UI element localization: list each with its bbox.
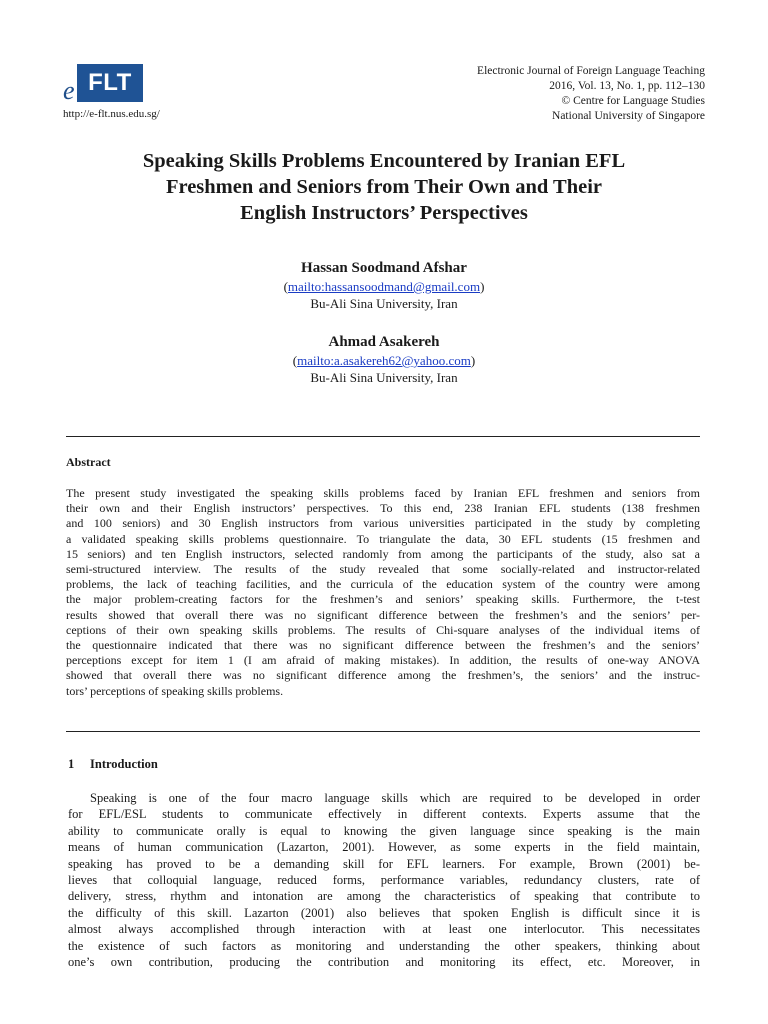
email-paren-open: ( [292,353,298,368]
journal-info [477,64,705,124]
body-line: almost always accomplished through interaction with at least one interlocutor. This necessitates [68,922,700,937]
journal-copyright: © Centre for Language Studies [561,95,705,107]
body-line: means of human communication (Lazarton, 2001). However, as some experts in the field maintain, [68,840,700,855]
body-line: one’s own contribution, producing the contribution and monitoring its effect, etc. Moreover, in [68,955,700,970]
email-paren-close: ) [480,279,485,294]
abstract-line: results showed that overall there was no significant difference between the freshmen’s and the seniors’ per- [66,607,700,622]
body-line: speaking has proved to be a demanding skill for EFL learners. For example, Brown (2001) be- [68,856,700,871]
introduction-body [68,790,700,970]
journal-institution: National University of Singapore [552,110,705,122]
body-line: Speaking is one of the four macro language skills which are required to be developed in order [90,791,700,805]
abstract-line: The present study investigated the speaking skills problems faced by Iranian EFL freshmen and seniors from [66,486,700,500]
author-email-line [63,278,705,295]
email-paren-close: ) [470,353,476,368]
divider [66,436,700,437]
abstract-line: showed that overall there was no significant difference among the freshmen’s, the seniors’ and the instruc- [66,668,700,683]
section-heading [68,757,158,772]
divider [66,731,700,732]
abstract-line: semi-structured interview. The results of the study revealed that some socially-related and instructor-related [66,562,700,577]
abstract-line: the questionnaire indicated that there was no significant difference between the freshmen’s and the seniors’ [66,638,700,653]
journal-logo [63,64,143,104]
paper-title [63,148,705,226]
title-line: Freshmen and Seniors from Their Own and Their [165,176,603,198]
abstract-heading: Abstract [66,455,111,469]
email-paren-open: ( [283,279,288,294]
abstract-body [66,486,700,699]
abstract-line: the major problem-creating factors for the freshmen’s and seniors’ speaking skills. Furthermore, the t-test [66,592,700,607]
journal-name: Electronic Journal of Foreign Language Teaching [477,65,705,77]
abstract-line: perceptions except for item 1 (I am afraid of making mistakes). In addition, the results of one-way ANOVA [66,653,700,668]
abstract-line: 15 seniors) and ten English instructors, selected randomly from among the participants of the study, also sat a [66,546,700,561]
author-email-line [63,352,705,369]
section-title: Introduction [90,757,158,771]
logo-box: FLT [77,64,143,102]
author-affiliation: Bu-Ali Sina University, Iran [310,296,458,311]
title-line: Speaking Skills Problems Encountered by Iranian EFL [142,150,626,172]
abstract-line: and 100 seniors) and 30 English instructors from various universities participated in the study by completing [66,516,700,531]
author-email-link[interactable]: mailto:hassansoodmand@gmail.com [287,279,481,294]
section-number: 1 [68,757,75,771]
abstract-line: problems, the lack of teaching facilities, and the curricula of the education system of the country were among [66,577,700,592]
body-line: delivery, stress, rhythm and intonation are among the characteristics of speaking that contribute to [68,889,700,904]
author-block [63,332,705,386]
abstract-line: their own and their English instructors’ perspectives. To this end, 238 Iranian EFL students (138 freshmen [66,501,700,516]
journal-volume: 2016, Vol. 13, No. 1, pp. 112–130 [549,80,705,92]
body-line: the existence of such factors as monitoring and understanding the other speakers, thinking about [68,938,700,953]
author-email-link[interactable]: mailto:a.asakereh62@yahoo.com [297,353,471,368]
abstract-line: tors’ perceptions of speaking skills problems. [66,683,284,698]
site-url[interactable]: http://e-flt.nus.edu.sg/ [63,108,160,120]
logo-e: e [63,76,75,105]
author-name: Hassan Soodmand Afshar [301,260,467,276]
abstract-line: a validated speaking skills problems questionnaire. To triangulate the data, 30 EFL students (15 freshmen and [66,531,700,546]
title-line: English Instructors’ Perspectives [240,202,528,224]
body-line: lieves that colloquial language, reduced forms, performance variables, redundancy clusters, rate of [68,873,700,888]
body-line: for EFL/ESL students to communicate effectively in different contexts. Experts assume that the [68,807,700,822]
body-line: ability to communicate orally is equal to knowing the given language since speaking is the main [68,823,700,838]
author-block [63,258,705,312]
author-name: Ahmad Asakereh [328,334,440,350]
body-line: the difficulty of this skill. Lazarton (2001) also believes that spoken English is difficult since it is [68,905,700,920]
author-affiliation: Bu-Ali Sina University, Iran [310,370,458,385]
abstract-line: ceptions of their own speaking skills problems. The results of Chi-square analyses of the individual items of [66,622,700,637]
